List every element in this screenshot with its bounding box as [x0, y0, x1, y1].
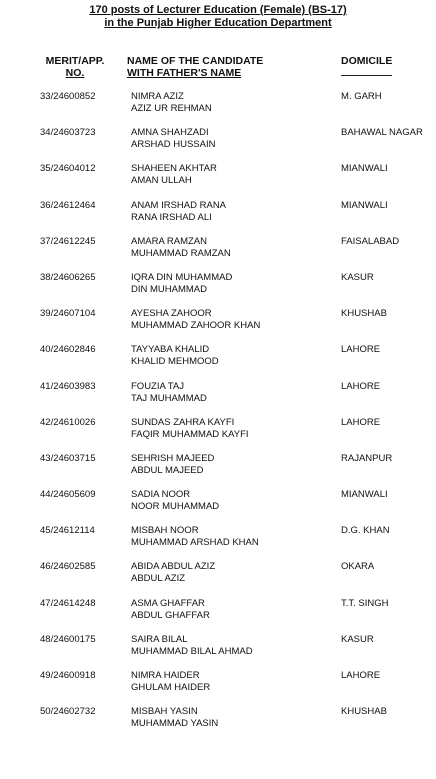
merit-column-header: [40, 55, 110, 79]
candidate-name-cell: [131, 344, 219, 368]
merit-number: 50/24602732: [40, 706, 96, 718]
domicile: OKARA: [341, 561, 375, 573]
table-row: [0, 561, 436, 597]
merit-number: 45/24612114: [40, 525, 95, 537]
merit-number: 38/24606265: [40, 271, 96, 283]
name-header-line-2: WITH FATHER'S NAME: [127, 67, 242, 79]
candidate-name-cell: [131, 272, 232, 296]
candidate-list: [0, 91, 436, 742]
father-name: TAJ MUHAMMAD: [131, 392, 207, 404]
merit-number: 42/24610026: [40, 416, 96, 428]
merit-number: 40/24602846: [40, 344, 96, 356]
domicile: MIANWALI: [341, 163, 388, 175]
father-name: GHULAM HAIDER: [131, 682, 211, 693]
domicile: MIANWALI: [341, 199, 388, 211]
candidate-name: TAYYABA KHALID: [131, 344, 210, 356]
candidate-name-cell: [131, 598, 210, 622]
candidate-name: ANAM IRSHAD RANA: [131, 199, 227, 211]
table-row: [0, 163, 436, 199]
domicile: LAHORE: [341, 344, 381, 356]
merit-number: 46/24602585: [40, 561, 96, 573]
merit-number: 36/24612464: [40, 199, 96, 211]
table-row: [0, 127, 436, 163]
domicile: LAHORE: [341, 670, 381, 681]
candidate-name: FOUZIA TAJ: [131, 380, 184, 392]
domicile: LAHORE: [341, 416, 381, 428]
candidate-name-cell: [131, 127, 215, 151]
merit-header-line-2: NO.: [65, 67, 85, 79]
table-row: [0, 634, 436, 670]
merit-number: 48/24600175: [40, 633, 96, 645]
domicile: RAJANPUR: [341, 452, 393, 464]
merit-number: 37/24612245: [40, 235, 96, 247]
merit-number: 34/24603723: [40, 127, 96, 139]
table-row: [0, 489, 436, 525]
candidate-name-cell: [131, 525, 259, 549]
domicile: BAHAWAL NAGAR: [341, 127, 423, 139]
domicile: LAHORE: [341, 380, 381, 392]
domicile: D.G. KHAN: [341, 525, 390, 537]
father-name: FAQIR MUHAMMAD KAYFI: [131, 428, 249, 440]
father-name: MUHAMMAD BILAL AHMAD: [131, 645, 253, 657]
table-row: [0, 598, 436, 634]
title-line-1: 170 posts of Lecturer Education (Female) (BS-17): [89, 4, 347, 16]
table-row: [0, 706, 436, 742]
name-column-header: [127, 55, 263, 79]
document-title: [0, 4, 436, 30]
domicile: MIANWALI: [341, 489, 388, 501]
merit-number: 39/24607104: [40, 308, 96, 320]
candidate-name-cell: [131, 381, 207, 405]
table-row: [0, 344, 436, 380]
domicile: FAISALABAD: [341, 235, 400, 247]
candidate-name-cell: [131, 706, 218, 730]
table-row: [0, 381, 436, 417]
merit-number: 49/24600918: [40, 670, 96, 681]
candidate-name: ASMA GHAFFAR: [131, 597, 205, 609]
father-name: DIN MUHAMMAD: [131, 283, 207, 295]
candidate-name: MISBAH NOOR: [131, 525, 199, 537]
candidate-name: ABIDA ABDUL AZIZ: [131, 561, 216, 573]
father-name: MUHAMMAD YASIN: [131, 718, 219, 730]
table-row: [0, 91, 436, 127]
domicile: KASUR: [341, 271, 374, 283]
candidate-name-cell: [131, 236, 231, 260]
candidate-name-cell: [131, 561, 215, 585]
candidate-name: MISBAH YASIN: [131, 706, 198, 718]
domicile: KASUR: [341, 633, 374, 645]
candidate-name: SAIRA BILAL: [131, 633, 188, 645]
table-row: [0, 308, 436, 344]
candidate-name: IQRA DIN MUHAMMAD: [131, 271, 233, 283]
candidate-name: SADIA NOOR: [131, 489, 191, 501]
father-name: ABDUL MAJEED: [131, 464, 204, 476]
candidate-name-cell: [131, 417, 249, 441]
candidate-name-cell: [131, 670, 210, 694]
merit-number: 44/24605609: [40, 489, 96, 501]
domicile-header-rule: [341, 75, 392, 76]
merit-number: 35/24604012: [40, 163, 96, 175]
father-name: NOOR MUHAMMAD: [131, 501, 220, 513]
candidate-name: AYESHA ZAHOOR: [131, 308, 212, 320]
candidate-name-cell: [131, 308, 260, 332]
candidate-name-cell: [131, 453, 214, 477]
candidate-name: SUNDAS ZAHRA KAYFI: [131, 416, 235, 428]
candidate-name: NIMRA AZIZ: [131, 91, 184, 102]
father-name: MUHAMMAD ZAHOOR KHAN: [131, 320, 261, 332]
domicile: KHUSHAB: [341, 308, 387, 320]
domicile: KHUSHAB: [341, 706, 387, 718]
father-name: KHALID MEHMOOD: [131, 356, 219, 368]
father-name: MUHAMMAD RAMZAN: [131, 247, 231, 259]
father-name: RANA IRSHAD ALI: [131, 211, 212, 223]
merit-number: 47/24614248: [40, 597, 96, 609]
candidate-name-cell: [131, 200, 226, 224]
candidate-name: SEHRISH MAJEED: [131, 452, 215, 464]
father-name: MUHAMMAD ARSHAD KHAN: [131, 537, 259, 549]
title-line-2: in the Punjab Higher Education Department: [104, 17, 332, 29]
table-row: [0, 417, 436, 453]
domicile: M. GARH: [341, 91, 382, 102]
candidate-name: SHAHEEN AKHTAR: [131, 163, 217, 175]
table-row: [0, 200, 436, 236]
merit-number: 43/24603715: [40, 452, 96, 464]
father-name: AMAN ULLAH: [131, 175, 192, 187]
father-name: AZIZ UR REHMAN: [131, 103, 212, 114]
candidate-name: AMARA RAMZAN: [131, 235, 208, 247]
father-name: ABDUL AZIZ: [131, 573, 186, 585]
table-row: [0, 236, 436, 272]
candidate-name: NIMRA HAIDER: [131, 670, 200, 681]
father-name: ABDUL GHAFFAR: [131, 609, 210, 621]
candidate-name-cell: [131, 634, 253, 658]
domicile: T.T. SINGH: [341, 597, 389, 609]
table-row: [0, 453, 436, 489]
merit-number: 33/24600852: [40, 91, 96, 102]
table-row: [0, 272, 436, 308]
name-header-line-1: NAME OF THE CANDIDATE: [127, 55, 264, 67]
merit-header-line-1: MERIT/APP.: [45, 55, 105, 67]
table-row: [0, 670, 436, 706]
table-row: [0, 525, 436, 561]
domicile-column-header: DOMICILE: [341, 55, 393, 67]
father-name: ARSHAD HUSSAIN: [131, 139, 216, 151]
candidate-name-cell: [131, 163, 217, 187]
merit-number: 41/24603983: [40, 380, 96, 392]
candidate-name-cell: [131, 91, 212, 115]
candidate-name-cell: [131, 489, 219, 513]
candidate-name: AMNA SHAHZADI: [131, 127, 209, 139]
